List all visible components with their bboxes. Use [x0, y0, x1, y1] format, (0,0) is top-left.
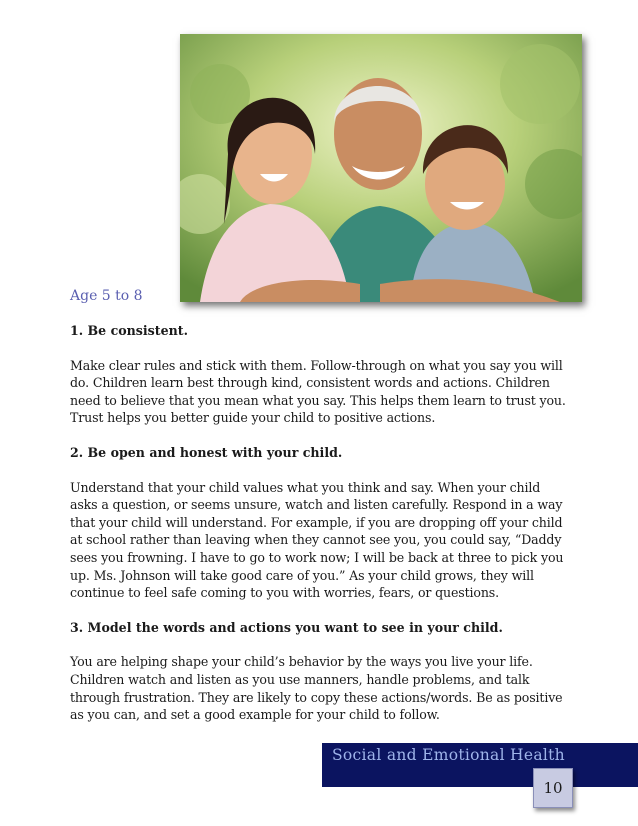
- tip-heading-1: 1. Be consistent.: [70, 323, 188, 338]
- page-number: 10: [533, 768, 573, 808]
- footer-bar: [322, 743, 638, 787]
- tip-body-1: Make clear rules and stick with them. Follow-through on what you say you will do. Children learn best through kind, consistent words and actions. Children need to believe that you mean what you say. This helps them learn to trust you. Trust helps you better guide your child to positive actions.: [70, 357, 566, 426]
- family-photo: [180, 34, 582, 302]
- tip-heading-2: 2. Be open and honest with your child.: [70, 444, 343, 460]
- footer-title: Social and Emotional Health: [332, 746, 565, 764]
- tips-content: [70, 322, 570, 741]
- tip-heading-3: 3. Model the words and actions you want to see in your child.: [70, 619, 503, 635]
- family-photo-icon: [180, 34, 582, 302]
- tip-body-3: You are helping shape your child’s behavior by the ways you live your life. Children watch and listen as you use manners, handle problems, and talk through frustration. They are likely to copy these actions/words. Be as positive as you can, and set a good example for your child to follow.: [70, 654, 563, 723]
- section-title: Age 5 to 8: [70, 288, 143, 304]
- tip-body-2: Understand that your child values what you think and say. When your child asks a question, or seems unsure, watch and listen carefully. Respond in a way that your child will understand. For example, if you are dropping off your child at school rather than leaving when they cannot see you, you could say, “Daddy sees you frowning. I have to go to work now; I will be back at three to pick you up. Ms. Johnson will take good care of you.” As your child grows, they will continue to feel safe coming to you with worries, fears, or questions.: [70, 479, 564, 601]
